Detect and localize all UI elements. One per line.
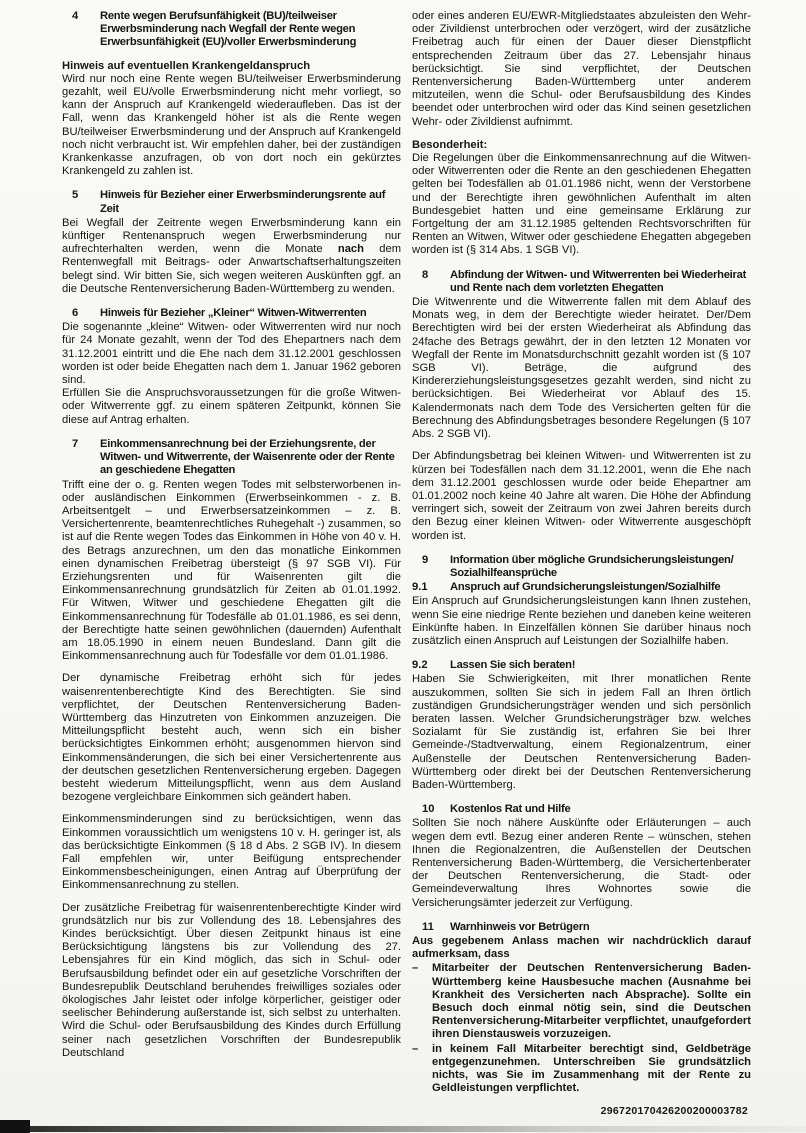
bullet-dash: –: [412, 962, 419, 975]
section-number: 9.1: [412, 581, 428, 594]
bullet-item: [412, 1043, 751, 1096]
section-title: Information über mögliche Grundsicherungsleistungen/ Sozialhilfeansprüche: [450, 553, 734, 579]
paragraph: Ein Anspruch auf Grundsicherungsleistungen kann Ihnen zustehen, wenn Sie eine niedrige Rente beziehen und daneben keine weiteren Einkünfte haben. In Einzelfällen können Sie darüber hinaus noch zusätzlich einen Anspruch auf Leistungen der Sozialhilfe haben.: [412, 595, 751, 647]
column-left: [62, 10, 401, 1133]
subheading: Besonderheit:: [412, 138, 488, 151]
paragraph: Wird nur noch eine Rente wegen BU/teilweiser Erwerbsminderung gezahlt, weil EU/volle Erwerbsminderung nicht mehr vorliegt, so kann der Anspruch auf Krankengeld wiederaufleben. Das ist der Fall, wenn das Krankengeld höher ist als die Rente wegen BU/teilweiser Erwerbsminderung und der Anspruch auf Krankengeld noch nicht verbraucht ist. Wir empfehlen daher, bei der zuständigen Krankenkasse anzufragen, ob von dort noch ein gekürztes Krankengeld zu zahlen ist.: [62, 72, 401, 178]
scanner-shadow-blob: [0, 1120, 30, 1133]
section-title: Warnhinweis vor Betrügern: [450, 920, 590, 933]
section-heading-10: [412, 803, 751, 816]
section-heading-9.1: [412, 581, 751, 594]
section-heading-4: [62, 10, 401, 50]
section-heading-7: [62, 438, 401, 478]
section-number: 11: [422, 920, 434, 933]
section-number: 6: [72, 307, 79, 320]
document-code: 296720170426200200003782: [600, 1105, 748, 1117]
section-number: 7: [72, 437, 79, 450]
paragraph: Sollten Sie noch nähere Auskünfte oder Erläuterungen – auch wegen dem evtl. Bezug einer anderen Rente – wünschen, stehen Ihnen die Regionalzentren, die Außenstellen der Deutschen Rentenversicherung Baden-Württemberg, die Versichertenberater der Deutschen Rentenversicherung, die Stadt- oder Gemeindeverwaltung Ihres Wohnortes sowie die Versicherungsämter jederzeit zur Verfügung.: [412, 817, 751, 909]
paragraph: Der Abfindungsbetrag bei kleinen Witwen- und Witwerrenten ist zu kürzen bei Todesfällen nach dem 31.12.2001, wenn die Ehe nach dem 31.12.2001 geschlossen wurde oder beide Ehepartner am 01.01.2002 noch keine 40 Jahre alt waren. Die Höhe der Abfindung verringert sich, soweit der Zeitraum von zwei Jahren bereits durch den Bezug einer kleinen Witwen- oder Witwerrente ausgeschöpft worden ist.: [412, 450, 751, 542]
paragraph: Erfüllen Sie die Anspruchsvoraussetzungen für die große Witwen- oder Witwerrente ggf. zu einem späteren Zeitpunkt, können Sie diese auf Antrag erhalten.: [62, 387, 401, 426]
body-text: Bei Wegfall der Zeitrente wegen Erwerbsminderung kann ein künftiger Rentenanspruch wegen Erwerbsminderung nur aufrechterhalten werden, wenn die Monate: [62, 216, 401, 256]
section-heading-5: [62, 189, 401, 215]
section-heading-11: [412, 921, 751, 934]
paragraph: Die Regelungen über die Einkommensanrechnung auf die Witwen- oder Witwerrenten oder die Rente an den geschiedenen Ehegatten gelten bei Todesfällen ab 01.01.1986 nicht, wenn der Verstorbene und der Berechtigte ihren gewöhnlichen Aufenthalt im alten Bundesgebiet hatten und eine gemeinsame Erklärung zur Fortgeltung der am 31.12.1985 geltenden Rechtsvorschriften für Renten an Witwen, Witwer oder geschiedene Ehegatten abgegeben worden ist (§ 314 Abs. 1 SGB VI).: [412, 152, 751, 257]
section-title: Anspruch auf Grundsicherungsleistungen/Sozialhilfe: [450, 581, 721, 594]
bullet-text: Mitarbeiter der Deutschen Rentenversicherung Baden-Württemberg keine Hausbesuche machen (Ausnahme bei Krankheit des Versicherten nach Absprache). Sollte ein Besuch doch einmal nötig sein, sind die Deutschen Rentenversicherung-Mitarbeiter verpflichtet, unaufgefordert ihren Dienstausweis vorzuzeigen.: [432, 962, 751, 1041]
paragraph: Der zusätzliche Freibetrag für waisenrentenberechtigte Kinder wird grundsätzlich nur bis zur Vollendung des 18. Lebensjahres des Kindes berücksichtigt. Über diesen Zeitpunkt hinaus ist eine Berücksichtigung längstens bis zur Vollendung des 27. Lebensjahres für ein Kind möglich, das sich in Schul- oder Berufsausbildung befindet oder ein auf gesetzliche Vorschriften der Bundesrepublik Deutschland beruhendes freiwilliges soziales oder ökologisches Jahr leistet oder infolge körperlicher, geistiger oder seelischer Behinderung außerstande ist, sich selbst zu unterhalten. Wird die Schul- oder Berufsausbildung des Kindes durch Erfüllung seiner nach gesetzlichen Vorschriften der Bundesrepublik Deutschland: [62, 901, 401, 1059]
section-number: 9.2: [412, 659, 428, 672]
subheading: Hinweis auf eventuellen Krankengeldanspruch: [62, 59, 311, 72]
section-number: 9: [422, 553, 429, 566]
section-number: 4: [72, 10, 79, 22]
section-title: Kostenlos Rat und Hilfe: [450, 803, 571, 816]
section-title: Lassen Sie sich beraten!: [450, 659, 576, 672]
section-number: 8: [422, 268, 429, 281]
section-title: Einkommensanrechnung bei der Erziehungsrente, der Witwen- und Witwerrente, der Waisenrente oder der Rente an geschiedene Ehegatten: [100, 437, 395, 477]
bullet-item: [412, 962, 751, 1041]
section-heading-9.2: [412, 659, 751, 672]
bullet-dash: –: [412, 1042, 419, 1055]
paragraph: [62, 217, 401, 296]
section-title: Hinweis für Bezieher „Kleiner“ Witwen-Witwerrenten: [100, 307, 367, 320]
paragraph: Aus gegebenem Anlass machen wir nachdrücklich darauf aufmerksam, dass: [412, 935, 751, 961]
section-heading-8: [412, 269, 751, 295]
paragraph: Einkommensminderungen sind zu berücksichtigen, wenn das Einkommen voraussichtlich um wenigstens 10 v. H. geringer ist, als das berücksichtigte Einkommen (§ 18 d Abs. 2 SGB IV). In diesem Fall empfehlen wir, unter Beifügung entsprechender Einkommensbescheinigungen, einen Antrag auf Überprüfung der Einkommensanrechnung zu stellen.: [62, 813, 401, 892]
paragraph: Der dynamische Freibetrag erhöht sich für jedes waisenrentenberechtigte Kind des Berechtigten. Sie sind verpflichtet, der Deutschen Rentenversicherung Baden-Württemberg das Hinzutreten von Einkommen anzuzeigen. Die Mitteilungspflicht besteht auch, wenn sich ein bisher berücksichtigtes Einkommen erhöht; ausgenommen hiervon sind Einkommensänderungen, die sich bei einer Versichertenrente aus der deutschen gesetzlichen Rentenversicherung ergeben. Dagegen besteht wiederum Mitteilungspflicht, wenn aus dem Ausland bezogene vergleichbare Einkommen sich geändert haben.: [62, 672, 401, 804]
paragraph: Die Witwenrente und die Witwerrente fallen mit dem Ablauf des Monats weg, in dem der Berechtigte wieder heiratet. Der/Dem Berechtigten wird bei der ersten Wiederheirat als Abfindung das 24fache des Betrags gewährt, der in den letzten 12 Monaten vor Wegfall der Rente im Monatsdurchschnitt gezahlt worden ist (§ 107 SGB VI). Beträge, die aufgrund des Kindererziehungsleistungsgesetzes gezahlt werden, sind nicht zu berücksichtigen. Bei Wiederheirat vor Ablauf des 15. Kalendermonats nach dem Tode des Versicherten gelten für die Berechnung des Abfindungsbetrages besondere Regelungen (§ 107 Abs. 2 SGB VI).: [412, 296, 751, 441]
section-number: 5: [72, 189, 79, 202]
scanner-shadow-bar: [16, 1126, 806, 1132]
emphasized-text: nach: [337, 243, 364, 256]
section-number: 10: [422, 803, 435, 816]
section-heading-9: [412, 554, 751, 580]
body-text: dem Rentenwegfall mit Beitrags- oder Anwartschaftserhaltungszeiten belegt sind. Wir bitten Sie, sich wegen weiteren Auskünften ggf. an die Deutsche Rentenversicherung Baden-Württemberg zu wenden.: [62, 243, 402, 295]
section-title: Rente wegen Berufsunfähigkeit (BU)/teilweiser Erwerbsminderung nach Wegfall der Rente wegen Erwerbsunfähigkeit (EU)/voller Erwerbsminderung: [100, 10, 357, 49]
section-heading-6: [62, 307, 401, 320]
column-right: [412, 10, 751, 1133]
paragraph: oder eines anderen EU/EWR-Mitgliedstaates abzuleisten den Wehr- oder Zivildienst unterbrochen oder verzögert, wird der zusätzliche Freibetrag auch für einen der Dauer dieser Dienstpflicht entsprechenden Zeitraum über das 27. Lebensjahr hinaus berücksichtigt. Sie sind verpflichtet, der Deutschen Rentenversicherung Baden-Württemberg unter anderem mitzuteilen, wenn die Schul- oder Berufsausbildung des Kindes beendet oder unterbrochen wird oder das Kind seinen gesetzlichen Wehr- oder Zivildienst aufnimmt.: [412, 10, 751, 128]
paragraph: Die sogenannte „kleine“ Witwen- oder Witwerrenten wird nur noch für 24 Monate gezahlt, wenn der Tod des Ehepartners nach dem 31.12.2001 eintritt und die Ehe nach dem 31.12.2001 geschlossen worden ist oder beide Ehegatten nach dem 1. Januar 1962 geboren sind.: [62, 321, 401, 387]
section-title: Abfindung der Witwen- und Witwerrenten bei Wiederheirat und Rente nach dem vorletzten Ehegatten: [450, 268, 747, 294]
paragraph: Trifft eine der o. g. Renten wegen Todes mit selbsterworbenen in- oder ausländischen Einkommen (Erwerbseinkommen - z. B. Arbeitsentgelt – und Erwerbsersatzeinkommen – z. B. Versichertenrente, beamtenrechtliches Ruhegehalt -) zusammen, so ist auf die Rente wegen Todes das Einkommen in Höhe von 40 v. H. des Betrags anzurechnen, um den das monatliche Einkommen einen dynamischen Freibetrag übersteigt (§ 97 SGB VI). Für Erziehungsrenten und für Waisenrenten gilt die Einkommensanrechnung grundsätzlich für Zeiten ab 01.01.1992. Für Witwen, Witwer und geschiedene Ehegatten gilt die Einkommensanrechnung für Todesfälle ab 01.01.1986, es sei denn, der Berechtigte hatte seinen gewöhnlichen (dauernden) Aufenthalt am 18.05.1990 in einem neuen Bundesland. Dann gilt die Einkommensanrechnung auch für Todesfälle vor dem 01.01.1986.: [62, 478, 401, 663]
section-title: Hinweis für Bezieher einer Erwerbsminderungsrente auf Zeit: [100, 189, 386, 215]
paragraph: Haben Sie Schwierigkeiten, mit Ihrer monatlichen Rente auszukommen, sollten Sie sich in jedem Fall an Ihren örtlich zuständigen Grundsicherungsträger wenden und sich persönlich beraten lassen. Welcher Grundsicherungsträger bzw. welches Sozialamt für Sie zuständig ist, erfahren Sie bei Ihrer Gemeinde-/Stadtverwaltung, einem Regionalzentrum, einer Außenstelle der Deutschen Rentenversicherung Baden-Württemberg oder direkt bei der Deutschen Rentenversicherung Baden-Württemberg.: [412, 673, 751, 791]
bullet-text: in keinem Fall Mitarbeiter berechtigt sind, Geldbeträge entgegenzunehmen. Unterschreiben Sie grundsätzlich nichts, was Sie im Zusammenhang mit der Rente zu Geldleistungen verpflichtet.: [432, 1042, 751, 1095]
